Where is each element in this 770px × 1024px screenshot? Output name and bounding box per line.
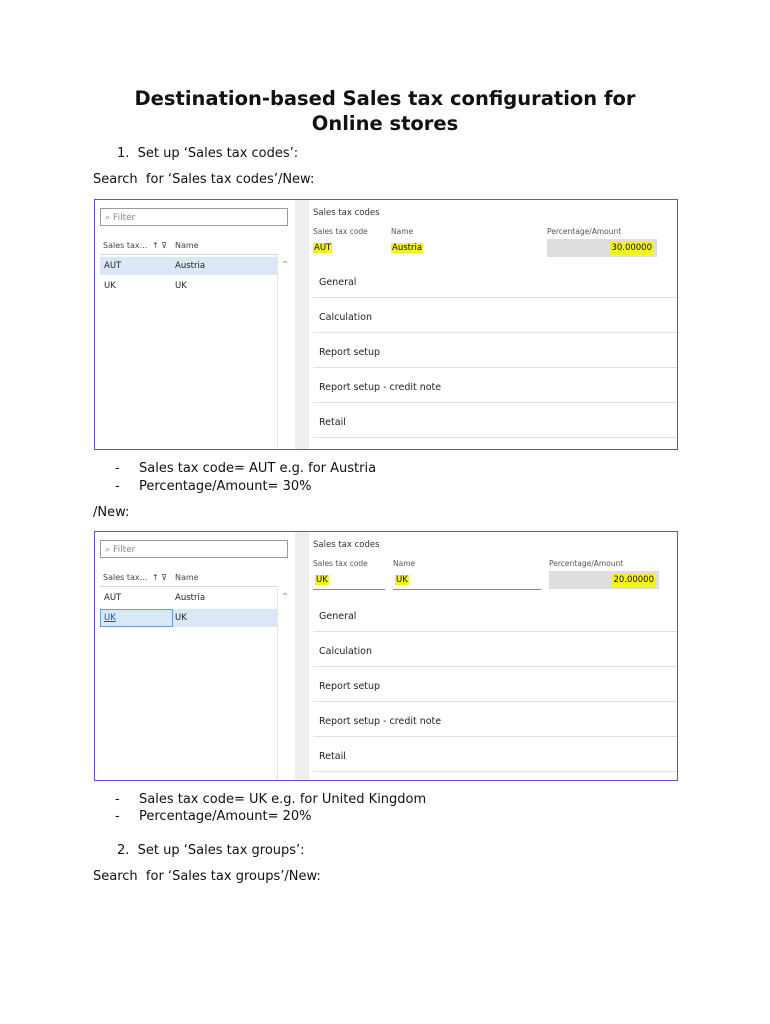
filter-input[interactable] — [100, 208, 288, 226]
label-sales-tax-code: Sales tax code — [313, 227, 368, 236]
sales-tax-codes-screenshot-2 — [94, 531, 678, 781]
bullet-text: Sales tax code= AUT e.g. for Austria — [139, 461, 377, 476]
document-title — [80, 86, 690, 136]
grid-header — [100, 570, 278, 587]
panel-title: Sales tax codes — [313, 208, 380, 218]
filter-placeholder: Filter — [113, 213, 136, 223]
search-instruction-2: Search for ‘Sales tax groups’/New: — [93, 869, 321, 884]
tab-report-setup[interactable]: Report setup — [313, 671, 677, 702]
column-name[interactable]: Name — [175, 573, 199, 582]
column-name[interactable]: Name — [175, 241, 199, 250]
panel-title: Sales tax codes — [313, 540, 380, 550]
tab-report-setup-credit-note[interactable]: Report setup - credit note — [313, 706, 677, 737]
table-row[interactable] — [100, 609, 277, 627]
new-label: /New: — [93, 505, 130, 520]
chevron-up-icon[interactable]: ⌃ — [281, 592, 290, 603]
row-name: Austria — [175, 261, 206, 271]
sales-tax-codes-screenshot-1 — [94, 199, 678, 450]
bullet-text: Percentage/Amount= 30% — [139, 479, 312, 494]
list-pane — [95, 532, 296, 780]
percentage-value: 20.00000 — [613, 575, 654, 585]
row-code: AUT — [104, 593, 122, 603]
percentage-value: 30.00000 — [611, 243, 652, 253]
tab-general[interactable]: General — [313, 267, 677, 298]
percentage-amount-field[interactable] — [547, 239, 657, 257]
row-name: UK — [175, 281, 187, 291]
sort-filter-icons[interactable]: ↑ ⊽ — [152, 241, 168, 250]
chevron-up-icon[interactable]: ⌃ — [281, 260, 290, 271]
table-row[interactable] — [100, 277, 277, 295]
tab-general[interactable]: General — [313, 601, 677, 632]
bullet-text: Percentage/Amount= 20% — [139, 809, 312, 824]
sales-tax-code-field[interactable] — [313, 241, 332, 255]
title-line-1: Destination-based Sales tax configuration for — [134, 87, 636, 110]
detail-pane — [309, 532, 677, 780]
scrollbar[interactable] — [277, 256, 296, 449]
sales-tax-code-field[interactable] — [315, 573, 329, 587]
name-field[interactable] — [395, 573, 409, 587]
name-value: Austria — [392, 243, 423, 253]
code-value: AUT — [314, 243, 332, 253]
step-2-heading: 2. Set up ‘Sales tax groups’: — [117, 843, 305, 858]
list-item: - Percentage/Amount= 20% — [115, 809, 312, 824]
tab-report-setup[interactable]: Report setup — [313, 337, 677, 368]
divider — [295, 200, 309, 449]
list-item: - Sales tax code= UK e.g. for United Kingdom — [115, 792, 427, 807]
row-code: AUT — [104, 261, 122, 271]
list-item: - Sales tax code= AUT e.g. for Austria — [115, 461, 377, 476]
divider — [295, 532, 309, 780]
label-name: Name — [391, 227, 414, 236]
tab-calculation[interactable]: Calculation — [313, 302, 677, 333]
row-code: UK — [104, 281, 116, 291]
label-percentage-amount: Percentage/Amount — [549, 559, 624, 568]
filter-placeholder: Filter — [113, 545, 136, 555]
code-value: UK — [316, 575, 328, 585]
row-name: Austria — [175, 593, 206, 603]
detail-pane — [309, 200, 677, 449]
label-sales-tax-code: Sales tax code — [313, 559, 368, 568]
step-1-heading: 1. Set up ‘Sales tax codes’: — [117, 146, 299, 161]
name-value: UK — [396, 575, 408, 585]
scrollbar[interactable] — [277, 588, 296, 780]
tab-retail[interactable]: Retail — [313, 407, 677, 438]
table-row[interactable] — [100, 257, 277, 275]
tab-report-setup-credit-note[interactable]: Report setup - credit note — [313, 372, 677, 403]
label-name: Name — [393, 559, 416, 568]
search-icon: ⌕ — [105, 213, 111, 223]
bullet-text: Sales tax code= UK e.g. for United Kingdom — [139, 792, 427, 807]
tab-calculation[interactable]: Calculation — [313, 636, 677, 667]
table-row[interactable] — [100, 589, 277, 607]
name-field[interactable] — [391, 241, 423, 255]
search-icon: ⌕ — [105, 545, 111, 555]
code-field-underline — [313, 589, 385, 590]
sort-filter-icons[interactable]: ↑ ⊽ — [152, 573, 168, 582]
title-line-2: Online stores — [311, 112, 459, 135]
grid-header — [100, 238, 278, 255]
column-sales-tax-code[interactable]: Sales tax... — [103, 573, 148, 582]
column-sales-tax-code[interactable]: Sales tax... — [103, 241, 148, 250]
row-code[interactable]: UK — [100, 609, 173, 627]
tab-retail[interactable]: Retail — [313, 741, 677, 772]
filter-input[interactable] — [100, 540, 288, 558]
list-pane — [95, 200, 296, 449]
row-name: UK — [175, 613, 187, 623]
percentage-amount-field[interactable] — [549, 571, 659, 589]
search-instruction-1: Search for ‘Sales tax codes’/New: — [93, 172, 315, 187]
list-item: - Percentage/Amount= 30% — [115, 479, 312, 494]
label-percentage-amount: Percentage/Amount — [547, 227, 622, 236]
name-field-underline — [393, 589, 541, 590]
